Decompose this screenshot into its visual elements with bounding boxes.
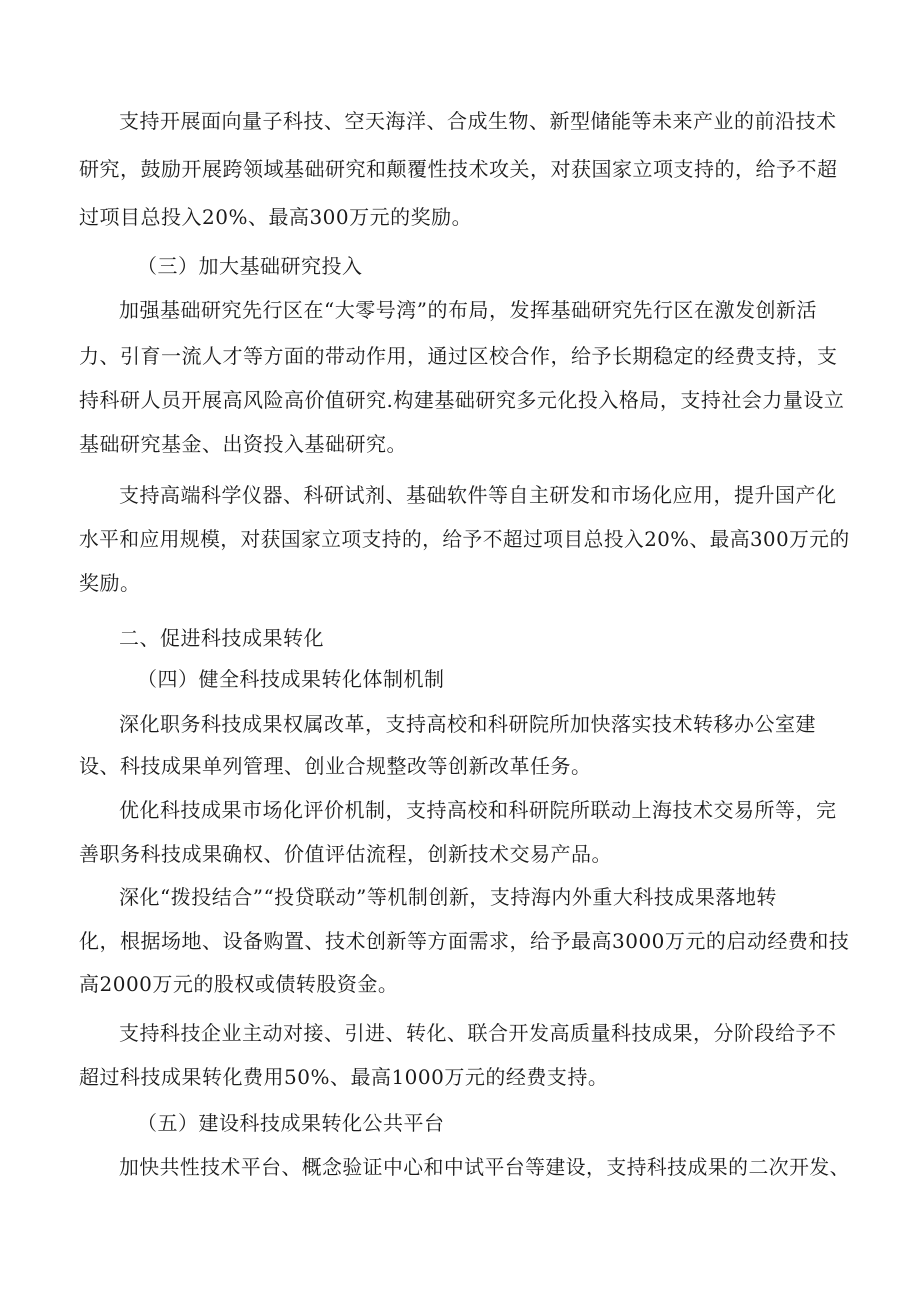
text-line: 深化“拨投结合”“投贷联动”等机制创新，支持海内外重大科技成果落地转: [119, 885, 777, 909]
text-line: 持科研人员开展高风险高价值研究.构建基础研究多元化投入格局，支持社会力量设立: [79, 388, 845, 412]
text-line: 加快共性技术平台、概念验证中心和中试平台等建设，支持科技成果的二次开发、: [119, 1155, 850, 1179]
text-line: 水平和应用规模，对获国家立项支持的，给予不超过项目总投入20%、最高300万元的: [79, 527, 850, 551]
text-line: 超过科技成果转化费用50%、最高1000万元的经费支持。: [79, 1065, 609, 1089]
section-heading: （四）健全科技成果转化体制机制: [137, 667, 445, 691]
section-heading: （三）加大基础研究投入: [137, 254, 363, 278]
text-line: 支持科技企业主动对接、引进、转化、联合开发高质量科技成果，分阶段给予不: [119, 1021, 837, 1045]
text-line: 善职务科技成果确权、价值评估流程，创新技术交易产品。: [79, 842, 612, 866]
text-line: 高2000万元的股权或债转股资金。: [79, 972, 399, 996]
text-line: 优化科技成果市场化评价机制，支持高校和科研院所联动上海技术交易所等，完: [119, 798, 837, 822]
text-line: 支持高端科学仪器、科研试剂、基础软件等自主研发和市场化应用，提升国产化: [119, 483, 837, 507]
text-line: 研究，鼓励开展跨领域基础研究和颠覆性技术攻关，对获国家立项支持的，给予不超: [79, 157, 838, 181]
text-line: 深化职务科技成果权属改革，支持高校和科研院所加快落实技术转移办公室建: [119, 712, 816, 736]
text-line: 基础研究基金、出资投入基础研究。: [79, 432, 407, 456]
text-line: 支持开展面向量子科技、空天海洋、合成生物、新型储能等未来产业的前沿技术: [119, 109, 837, 133]
text-line: 化，根据场地、设备购置、技术创新等方面需求，给予最高3000万元的启动经费和技: [79, 929, 850, 953]
text-line: 过项目总投入20%、最高300万元的奖励。: [79, 205, 473, 229]
text-line: 加强基础研究先行区在“大零号湾”的布局，发挥基础研究先行区在激发创新活: [119, 298, 817, 322]
section-heading: （五）建设科技成果转化公共平台: [137, 1111, 445, 1135]
text-line: 奖励。: [79, 571, 141, 595]
text-line: 设、科技成果单列管理、创业合规整改等创新改革任务。: [79, 754, 592, 778]
chapter-heading: 二、促进科技成果转化: [119, 626, 324, 650]
text-line: 力、引育一流人才等方面的带动作用，通过区校合作，给予长期稳定的经费支持，支: [79, 344, 838, 368]
